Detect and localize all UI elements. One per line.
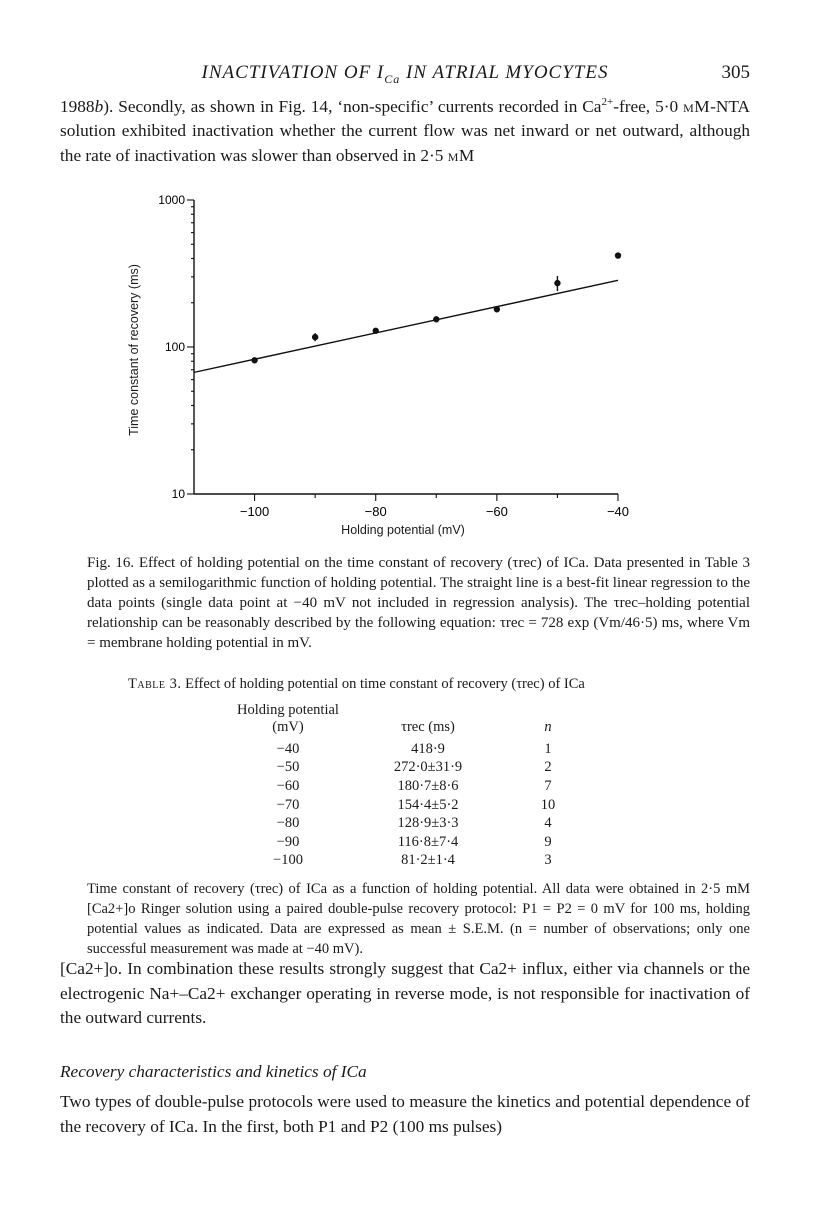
table-row (228, 852, 588, 871)
figure-16-chart (0, 0, 816, 560)
table-header-cell: τrec (ms) (401, 719, 455, 735)
figure-caption: Fig. 16. Effect of holding potential on the time constant of recovery (τrec) of ICa. Data presented in Table 3 plotted as a semilogarithmic function of holding potential. The straight line is a best-fit linear regression to the data points (single data point at −40 mV not included in regression analysis). The τrec–holding potential relationship can be reasonably described by the following equation: τrec = 728 exp (Vm/46·5) ms, where Vm = membrane holding potential in mV. (87, 555, 750, 651)
table-cell: −90 (276, 833, 300, 850)
table-header-row (228, 702, 588, 740)
x-tick-label: −60 (485, 504, 508, 519)
table-cell: 1 (544, 740, 552, 757)
data-point (554, 280, 560, 286)
data-point (373, 328, 379, 334)
table-row (228, 777, 588, 796)
x-tick-label: −80 (364, 504, 387, 519)
table-row (228, 833, 588, 852)
regression-line (194, 280, 618, 372)
table-cell: 180·7±8·6 (397, 777, 459, 794)
x-axis-label: Holding potential (mV) (341, 523, 465, 537)
table-cell: −80 (276, 815, 300, 832)
section-heading: Recovery characteristics and kinetics of ICa (60, 1062, 367, 1081)
data-point (494, 306, 500, 312)
y-axis-label: Time constant of recovery (ms) (127, 264, 141, 436)
body-paragraph-bottom: [Ca2+]o. In combination these results strongly suggest that Ca2+ influx, either via channels or the electrogenic Na+–Ca2+ exchanger operating in reverse mode, is not responsible for inactivation of the outward currents. (60, 959, 750, 1027)
data-point (251, 357, 257, 363)
x-tick-label: −40 (606, 504, 630, 519)
running-title: INACTIVATION OF $I_{Ca}$ IN ATRIAL MYOCYTES (201, 62, 609, 86)
table-cell: 4 (544, 815, 552, 832)
table-cell: −70 (276, 796, 300, 813)
table-title: Table 3. Effect of holding potential on time constant of recovery (τrec) of ICa (128, 676, 585, 692)
table-cell: 3 (544, 852, 552, 869)
table-header-cell: Holding potential (mV) (237, 702, 339, 735)
table-cell: 272·0±31·9 (393, 759, 463, 776)
table-row (228, 759, 588, 778)
table-note: Time constant of recovery (τrec) of ICa as a function of holding potential. All data were obtained in 2·5 mM [Ca2+]o Ringer solution using a paired double-pulse recovery protocol: P1 = P2 = 0 mV for 100 ms, holding potential values as indicated. Data are expressed as mean ± S.E.M. (n = number of observations; only one successful measurement was made at −40 mV). (87, 881, 750, 957)
page-number: 305 (721, 62, 750, 83)
table-cell: 81·2±1·4 (401, 852, 455, 869)
table-row (228, 796, 588, 815)
table-cell: 128·9±3·3 (397, 815, 459, 832)
table-cell: −40 (276, 740, 300, 757)
table-cell: −100 (273, 852, 303, 869)
data-point (433, 316, 439, 322)
table-cell: −60 (276, 777, 300, 794)
table-cell: 116·8±7·4 (397, 833, 459, 850)
table-cell: 10 (540, 796, 556, 813)
data-point (312, 334, 318, 340)
table-cell: 418·9 (411, 740, 445, 757)
body-paragraph-top: 1988b). Secondly, as shown in Fig. 14, ‘non-specific’ currents recorded in $Ca^{2+}$-free, 5·0 mM-NTA solution exhibited inactivation whether the current flow was net inward or net outward, although the rate of inactivation was slower than observed in 2·5 mM (60, 96, 750, 165)
table-cell: 154·4±5·2 (397, 796, 459, 813)
table-cell: 7 (544, 777, 552, 794)
table-cell: −50 (276, 759, 300, 776)
chart-marks (194, 252, 621, 372)
table-row (228, 814, 588, 833)
table-row (228, 740, 588, 759)
x-tick-label: −100 (239, 504, 270, 519)
chart-axes (158, 193, 629, 519)
y-tick-label: 10 (171, 487, 185, 501)
y-tick-label: 100 (164, 340, 185, 354)
data-point (615, 252, 621, 258)
data-table (228, 702, 588, 870)
body-paragraph-last: Two types of double-pulse protocols were used to measure the kinetics and potential dependence of the recovery of ICa. In the first, both P1 and P2 (100 ms pulses) (60, 1092, 750, 1136)
table-cell: 9 (544, 833, 552, 850)
table-header-cell: n (544, 719, 552, 735)
table-cell: 2 (544, 759, 552, 776)
y-tick-label: 1000 (158, 193, 185, 207)
